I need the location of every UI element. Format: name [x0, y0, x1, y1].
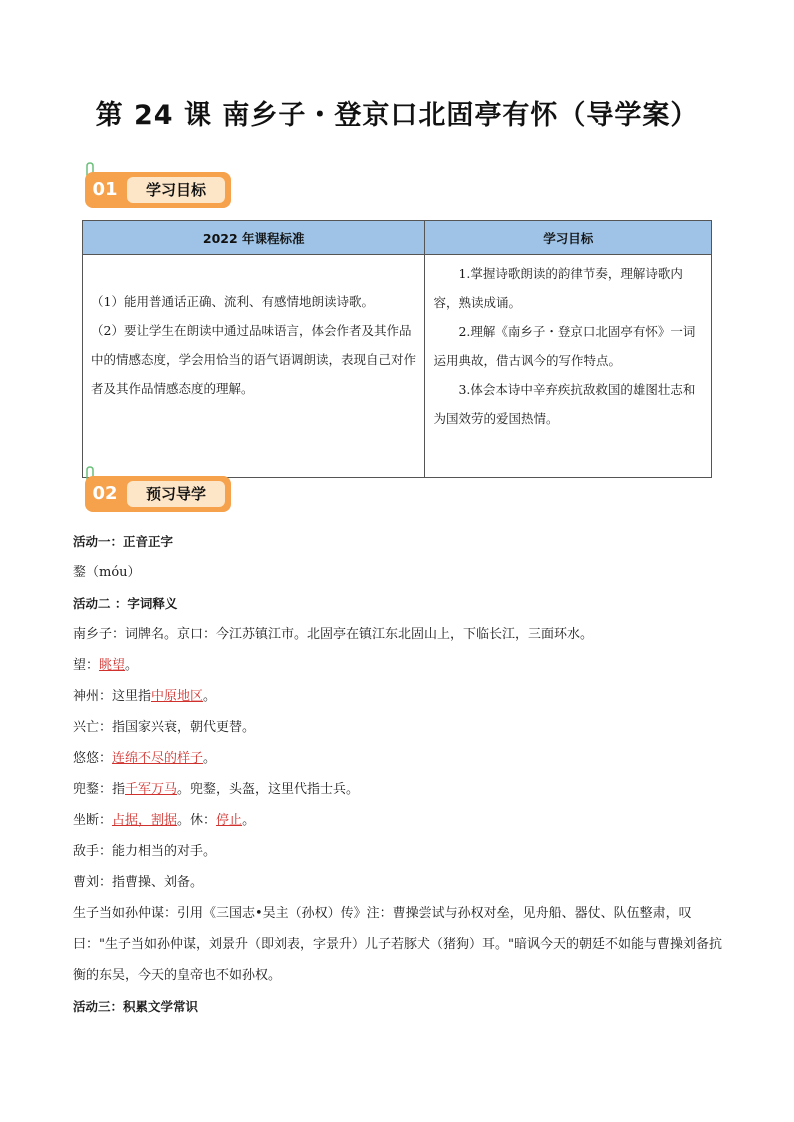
gloss-term: 神州：这里指 — [73, 689, 152, 704]
gloss-line: 生子当如孙仲谋：引用《三国志•吴主（孙权）传》注：曹操尝试与孙权对垒，见舟船、器仗、队伍整肃，叹曰："生子当如孙仲谋，刘景升（即刘表，字景升）儿子若豚犬（猪狗）耳。"暗讽今天的朝廷不如能与曹操刘备抗衡的东吴，今天的皇帝也不如孙权。 — [73, 906, 722, 983]
gloss-text: 。休： — [177, 813, 217, 828]
gloss-answer: 占据，割据 — [112, 813, 178, 828]
gloss-line — [73, 681, 723, 712]
section-label: 预习导学 — [127, 481, 225, 507]
goal-item: 1.掌握诗歌朗读的韵律节奏，理解诗歌内容，熟读成诵。 — [433, 266, 683, 310]
gloss-line: 南乡子：词牌名。京口：今江苏镇江市。北固亭在镇江东北固山上，下临长江，三面环水。 — [73, 627, 594, 642]
standard-item: （1）能用普通话正确、流利、有感情地朗读诗歌。 — [91, 294, 374, 309]
gloss-term: 悠悠： — [73, 751, 113, 766]
activity-title: 活动一：正音正字 — [73, 534, 174, 549]
table-row — [83, 255, 712, 478]
gloss-line: 曹刘：指曹操、刘备。 — [73, 875, 204, 890]
goals-cell — [425, 255, 712, 478]
standard-item: （2）要让学生在朗读中通过品味语言，体会作者及其作品中的情感态度，学会用恰当的语气语调朗读，表现自己对作者及其作品情感态度的理解。 — [91, 323, 417, 396]
gloss-answer: 停止 — [216, 813, 243, 828]
section-number: 01 — [92, 179, 118, 200]
section-label: 学习目标 — [127, 177, 225, 203]
table-header-row — [83, 221, 712, 255]
preview-content — [73, 526, 723, 1022]
table-header-goals: 学习目标 — [425, 221, 712, 255]
gloss-answer: 连绵不尽的样子 — [112, 751, 204, 766]
gloss-line — [73, 650, 723, 681]
gloss-line — [73, 774, 723, 805]
gloss-text: 。 — [242, 813, 256, 828]
table-header-standard: 2022 年课程标准 — [83, 221, 425, 255]
gloss-term: 坐断： — [73, 813, 113, 828]
goal-item: 2.理解《南乡子・登京口北固亭有怀》一词运用典故，借古讽今的写作特点。 — [433, 324, 696, 368]
gloss-answer: 千军万马 — [125, 782, 178, 797]
gloss-line: 敌手：能力相当的对手。 — [73, 844, 217, 859]
gloss-answer: 眺望 — [99, 658, 126, 673]
gloss-text: 。 — [203, 751, 217, 766]
goals-table — [82, 220, 712, 478]
pronunciation-line: 鍪（móu） — [73, 565, 141, 580]
gloss-answer: 中原地区 — [151, 689, 204, 704]
gloss-term: 兜鍪：指 — [73, 782, 126, 797]
section-tag-preview — [83, 468, 233, 514]
gloss-line — [73, 805, 723, 836]
gloss-text: 。兜鍪，头盔，这里代指士兵。 — [177, 782, 360, 797]
standards-cell — [83, 255, 425, 478]
gloss-text: 。 — [203, 689, 217, 704]
goal-item: 3.体会本诗中辛弃疾抗敌救国的雄图壮志和为国效劳的爱国热情。 — [433, 382, 696, 426]
section-tag-learning-goals — [83, 164, 233, 210]
gloss-text: 。 — [125, 658, 139, 673]
page-title: 第 24 课 南乡子・登京口北固亭有怀（导学案） — [95, 100, 699, 131]
section-number: 02 — [92, 483, 118, 504]
activity-title: 活动三：积累文学常识 — [73, 999, 199, 1014]
gloss-line — [73, 743, 723, 774]
gloss-term: 望： — [73, 658, 100, 673]
activity-title: 活动二 ：字词释义 — [73, 596, 178, 611]
gloss-line: 兴亡：指国家兴衰，朝代更替。 — [73, 720, 256, 735]
